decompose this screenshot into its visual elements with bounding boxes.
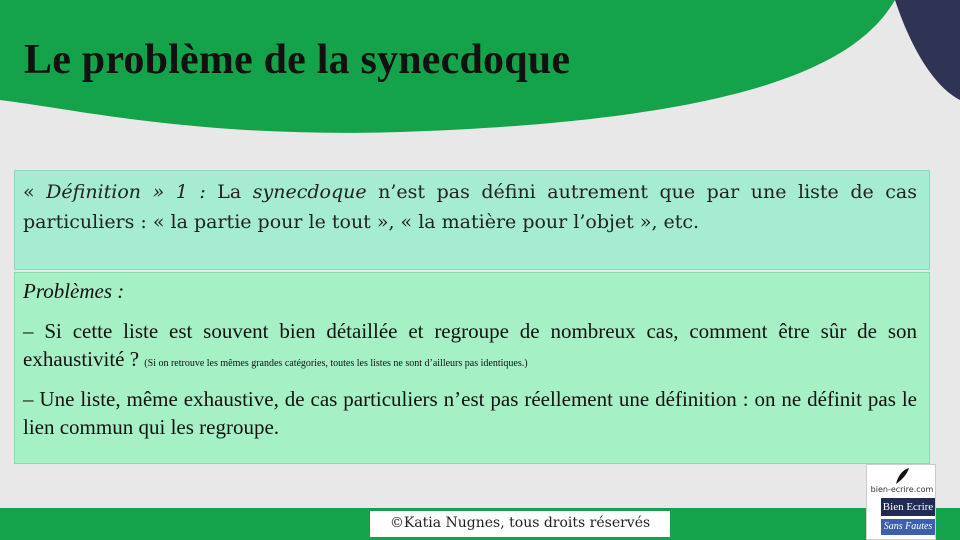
- slide-title: Le problème de la synecdoque: [24, 37, 571, 83]
- feather-icon: [892, 466, 912, 486]
- definition-label: Définition: [46, 181, 142, 203]
- problem-item-2: – Une liste, même exhaustive, de cas particuliers n’est pas réellement une définition : on ne définit pas le lien commun qui les regroupe.: [23, 387, 917, 439]
- definition-intro: La: [205, 181, 253, 203]
- definition-quote-open: «: [23, 181, 47, 203]
- bien-ecrire-logo: [866, 464, 936, 540]
- logo-sub-text: Sans Fautes: [881, 519, 935, 535]
- problems-heading: Problèmes :: [23, 279, 125, 303]
- copyright-text: ©Katia Nugnes, tous droits réservés: [370, 511, 670, 537]
- definition-text: [23, 177, 917, 237]
- definition-box: [14, 170, 930, 270]
- logo-url: bien-ecrire.com: [870, 485, 934, 494]
- logo-main-text: Bien Ecrire: [881, 498, 935, 516]
- problem-item-1-text: – Si cette liste est souvent bien détaillée et regroupe de nombreux cas, comment être sûr de son exhaustivité ?: [23, 319, 917, 371]
- problem-item-1-note: (Si on retrouve les mêmes grandes catégories, toutes les listes ne sont d’ailleurs pas identiques.): [144, 358, 528, 369]
- definition-label-suffix: » 1 :: [141, 181, 206, 203]
- problem-item-1: [23, 317, 917, 378]
- definition-term: synecdoque: [252, 181, 367, 203]
- definition-body: n’est pas défini autrement que par une liste de cas particuliers : « la partie pour le tout », « la matière pour l’objet », etc.: [23, 181, 917, 233]
- problems-box: [14, 272, 930, 464]
